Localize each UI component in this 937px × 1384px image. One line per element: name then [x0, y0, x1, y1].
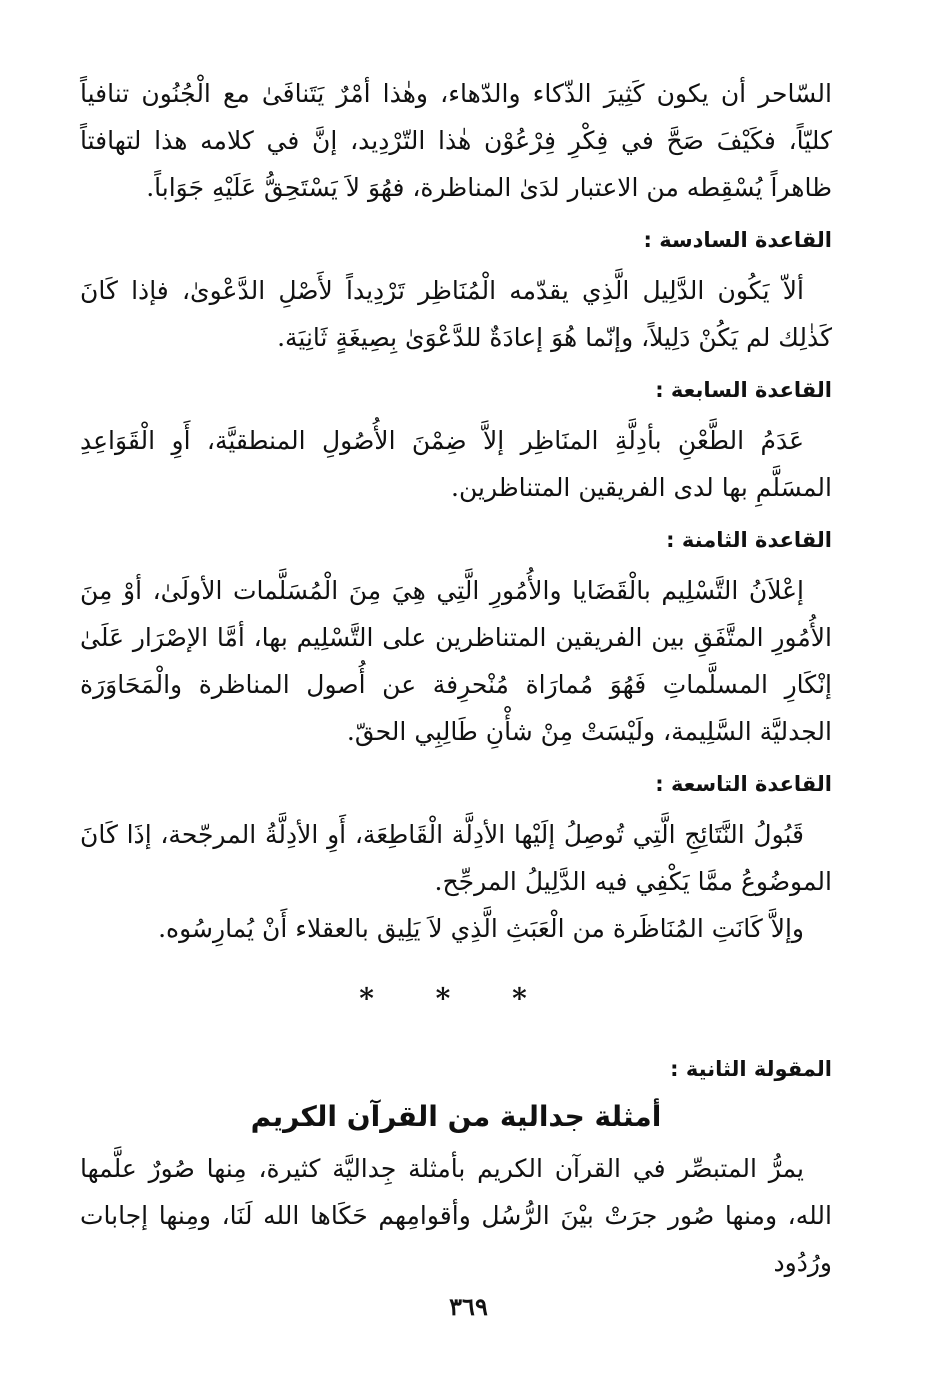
paragraph-rule-six: ألاّ يَكُون الدَّلِيل الَّذِي يقدّمه الْمُنَاظِر تَرْدِيداً لأَصْلِ الدَّعْوىٰ، فإذا كَانَ كَذٰلِك لم يَكُنْ دَلِيلاً، وإنّما هُوَ إعادَةٌ للدَّعْوَىٰ بِصِيغَةٍ ثَانِيَة.: [80, 276, 832, 352]
paragraph-rule-nine: قَبُولُ النَّتَائِجِ الَّتِي تُوصِلُ إلَيْها الأدِلَّة الْقَاطِعَة، أَوِ الأدِلَّةُ المرجّحة، إذَا كَانَ الموضُوعُ ممَّا يَكْفِي فيه الدَّلِيلُ المرجِّح.: [80, 820, 832, 896]
paragraph-rule-eight: إعْلاَنُ التَّسْلِيم بالْقَضَايا والأُمُورِ الَّتِي هِيَ مِنَ الْمُسَلَّمات الأولَىٰ، أوْ مِنَ الأُمُورِ المتَّفَقِ بين الفريقين المتناظرين على التَّسْلِيم بها، أمَّا الإصْرَار عَلَىٰ إنْكَارِ المسلَّماتِ فَهُوَ مُمارَاة مُنْحرِفة عن أُصول المناظرة والْمَحَاوَرَة الجدليَّة السَّلِيمة، ولَيْسَتْ مِنْ شأْنِ طَالِبِي الحقّ.: [80, 576, 832, 746]
section-divider-stars: * * *: [359, 982, 553, 1015]
paragraph-rule-seven: عَدَمُ الطَّعْنِ بأدِلَّةِ المنَاظِر إلاَّ ضِمْنَ الأُصُولِ المنطقيَّة، أَوِ الْقَوَاعِدِ المسَلَّمِ بها لدى الفريقين المتناظرين.: [80, 426, 832, 502]
heading-rule-six: القاعدة السادسة :: [643, 228, 832, 252]
paragraph-section-intro: يمرُّ المتبصِّر في القرآن الكريم بأمثلة جِداليَّة كثيرة، مِنها صُورٌ علَّمها الله، ومنها صُور جرَتْ بيْنَ الرُّسُل وأقوامِهم حَكَاها الله لَنَا، ومِنها إجابات ورُدُود: [80, 1154, 832, 1277]
heading-rule-eight: القاعدة الثامنة :: [666, 528, 832, 552]
section-title: أمثلة جدالية من القرآن الكريم: [250, 1100, 662, 1133]
page-number: ٣٦٩: [449, 1292, 488, 1321]
paragraph-rule-nine-continued: وإلاَّ كَانَتِ المُنَاظَرة من الْعَبَثِ الَّذِي لاَ يَلِيق بالعقلاء أَنْ يُمارِسُوه.: [158, 914, 804, 943]
heading-rule-seven: القاعدة السابعة :: [655, 378, 832, 402]
section-label: المقولة الثانية :: [670, 1057, 832, 1081]
heading-rule-nine: القاعدة التاسعة :: [655, 772, 832, 796]
paragraph-intro: السّاحر أن يكون كَثِيرَ الذّكاء والدّهاء، وهٰذا أمْرٌ يَتَنافَىٰ مع الْجُنُون تنافياً كليّاً، فكَيْفَ صَحَّ في فِكْرِ فِرْعُوْن هٰذا التّرْدِيد، إنَّ في كلامه هذا لتهافتاً ظاهراً يُسْقِطه من الاعتبار لدَىٰ المناظرة، فهُوَ لاَ يَسْتَحِقُّ عَلَيْهِ جَوَاباً.: [80, 79, 832, 202]
